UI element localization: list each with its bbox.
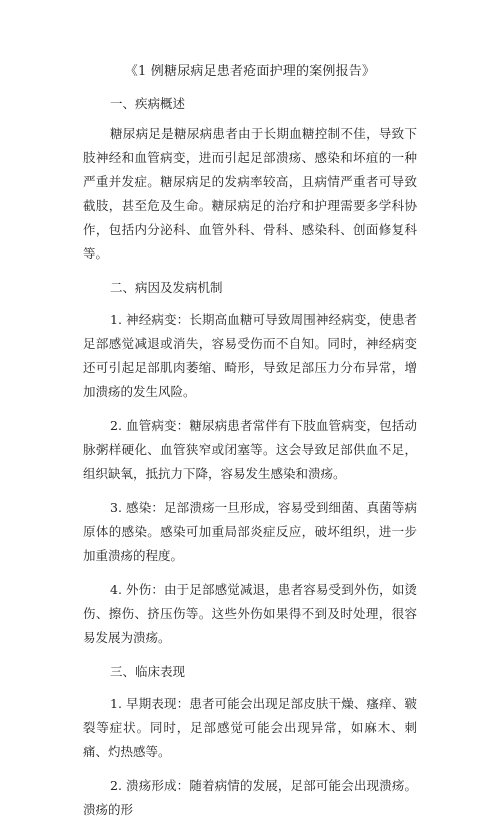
section-disease-overview — [83, 94, 417, 266]
etiology-item-neuropathy: 1. 神经病变：长期高血糖可导致周围神经病变，使患者足部感觉减退或消失，容易受伤而不自知。同时，神经病变还可引起足部肌肉萎缩、畸形，导致足部压力分布异常，增加溃疡的发生风险。 — [83, 312, 417, 399]
section-etiology — [83, 278, 417, 650]
section-heading-disease-overview: 一、疾病概述 — [110, 96, 186, 111]
etiology-item-infection: 3. 感染：足部溃疡一旦形成，容易受到细菌、真菌等病原体的感染。感染可加重局部炎症反应，破坏组织，进一步加重溃疡的程度。 — [83, 500, 417, 563]
clinical-item-ulcer: 2. 溃疡形成：随着病情的发展，足部可能会出现溃疡。溃疡的形 — [83, 778, 417, 817]
overview-paragraph: 糖尿病足是糖尿病患者由于长期血糖控制不佳，导致下肢神经和血管病变，进而引起足部溃疡、感染和坏疽的一种严重并发症。糖尿病足的发病率较高，且病情严重者可导致截肢，甚至危及生命。糖尿病足的治疗和护理需要多学科协作，包括内分泌科、血管外科、骨科、感染科、创面修复科等。 — [83, 126, 417, 261]
section-clinical-manifestations — [83, 662, 417, 822]
etiology-item-trauma: 4. 外伤：由于足部感觉减退，患者容易受到外伤，如烫伤、擦伤、挤压伤等。这些外伤如果得不到及时处理，很容易发展为溃疡。 — [83, 582, 417, 645]
section-heading-etiology: 二、病因及发病机制 — [110, 280, 223, 295]
etiology-item-vascular: 2. 血管病变：糖尿病患者常伴有下肢血管病变，包括动脉粥样硬化、血管狭窄或闭塞等。这会导致足部供血不足，组织缺氧，抵抗力下降，容易发生感染和溃疡。 — [83, 418, 417, 481]
section-heading-clinical-manifestations: 三、临床表现 — [110, 664, 186, 679]
document-title: 《1 例糖尿病足患者疮面护理的案例报告》 — [124, 64, 376, 79]
clinical-item-early: 1. 早期表现：患者可能会出现足部皮肤干燥、瘙痒、皲裂等症状。同时，足部感觉可能会出现异常，如麻木、刺痛、灼热感等。 — [83, 696, 417, 759]
